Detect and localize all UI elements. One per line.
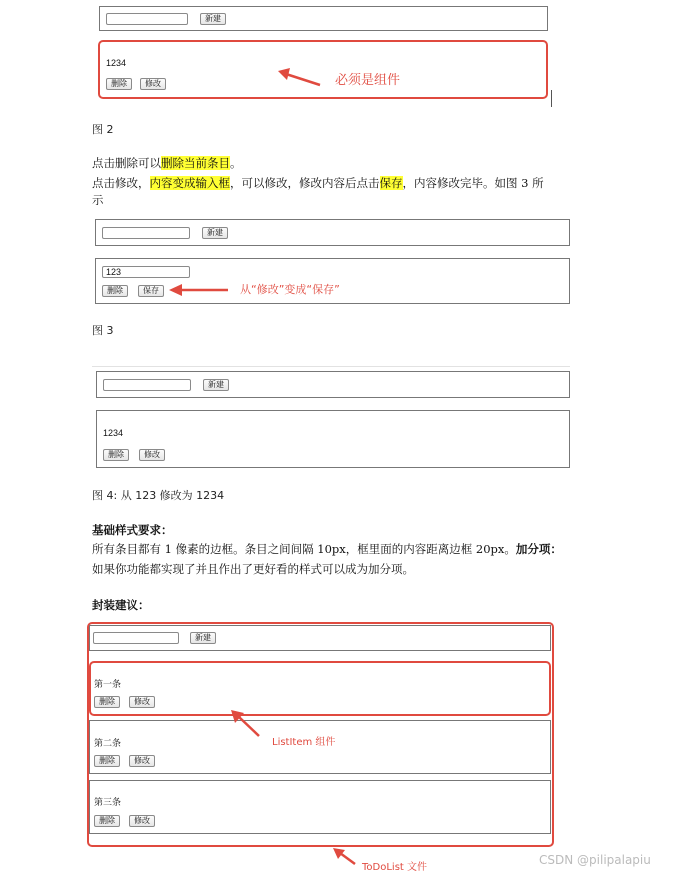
para-l1-end: 。 [230,156,242,170]
para-l2-highlight-2: 保存 [379,176,403,190]
fig2-right-rule [551,90,552,107]
fig3-save-button[interactable]: 保存 [138,285,164,297]
fig3-note: 从“修改”变成“保存” [240,283,340,296]
para-l1-a: 点击删除可以 [92,156,161,170]
style-req-heading: 基础样式要求： [92,523,173,537]
fig4-item-text: 1234 [103,428,124,438]
style-req-l1: 所有条目都有 1 像素的边框。条目之间间隔 10px，框里面的内容距离边框 20px。 [92,542,516,556]
fig4-caption: 图 4: 从 123 修改为 1234 [92,489,225,502]
encap-item-1-edit-button[interactable]: 修改 [129,696,155,708]
fig2-header-box [99,6,548,31]
encap-heading: 封装建议： [92,598,150,612]
fig2-note: 必须是组件 [335,73,401,88]
fig2-caption: 图 2 [92,123,114,136]
fig4-new-item-input[interactable] [103,379,191,391]
encap-item-3-delete-button[interactable]: 删除 [94,815,120,827]
style-req-line-2: 如果你功能都实现了并且作出了更好看的样式可以成为加分项。 [92,562,414,576]
fig4-delete-button[interactable]: 删除 [103,449,129,461]
encap-header-box [89,625,551,651]
todolist-note: ToDoList 文件 [362,862,428,873]
listitem-arrow-icon [228,709,268,743]
fig2-item-text: 1234 [106,58,127,68]
style-req-line-1 [92,541,562,558]
para-line-2 [92,175,544,192]
fig2-edit-button[interactable]: 修改 [140,78,166,90]
para-l2-a: 点击修改， [92,176,150,190]
para-l2-highlight-1: 内容变成输入框 [149,176,230,190]
encap-item-2-text: 第二条 [94,738,122,748]
encap-item-1-delete-button[interactable]: 删除 [94,696,120,708]
encap-new-item-input[interactable] [93,632,179,644]
para-line-3 [92,192,104,209]
fig3-delete-button[interactable]: 删除 [102,285,128,297]
fig3-header-box [95,219,570,246]
fig3-add-button[interactable]: 新建 [202,227,228,239]
para-l3: 示 [92,193,104,207]
para-l2-c: ，内容修改完毕。如图 3 所 [402,176,544,190]
encap-item-2-edit-button[interactable]: 修改 [129,755,155,767]
encap-item-1-text: 第一条 [94,679,122,689]
para-line-1 [92,155,242,172]
fig4-header-box [96,371,570,398]
encap-item-3-text: 第三条 [94,797,122,807]
fig2-add-button[interactable]: 新建 [200,13,226,25]
para-l2-b: ，可以修改，修改内容后点击 [230,176,380,190]
fig3-arrow-icon [166,283,232,297]
fig3-edit-input[interactable]: 123 [102,266,190,278]
encap-item-1 [89,661,551,716]
fig4-item-box [96,410,570,468]
fig4-top-rule [92,366,570,367]
encap-item-3-edit-button[interactable]: 修改 [129,815,155,827]
fig2-arrow-icon [272,64,332,94]
csdn-watermark: CSDN @pilipalapiu [539,853,651,867]
fig3-new-item-input[interactable] [102,227,190,239]
encap-item-2-delete-button[interactable]: 删除 [94,755,120,767]
fig4-add-button[interactable]: 新建 [203,379,229,391]
fig2-delete-button[interactable]: 删除 [106,78,132,90]
encap-add-button[interactable]: 新建 [190,632,216,644]
fig4-edit-button[interactable]: 修改 [139,449,165,461]
style-req-bonus: 加分项： [515,542,562,556]
fig2-new-item-input[interactable] [106,13,188,25]
todolist-arrow-icon [331,847,361,869]
listitem-note: ListItem 组件 [272,737,336,748]
para-l1-highlight: 删除当前条目 [161,156,230,170]
encap-item-3 [89,780,551,834]
fig3-caption: 图 3 [92,324,114,337]
